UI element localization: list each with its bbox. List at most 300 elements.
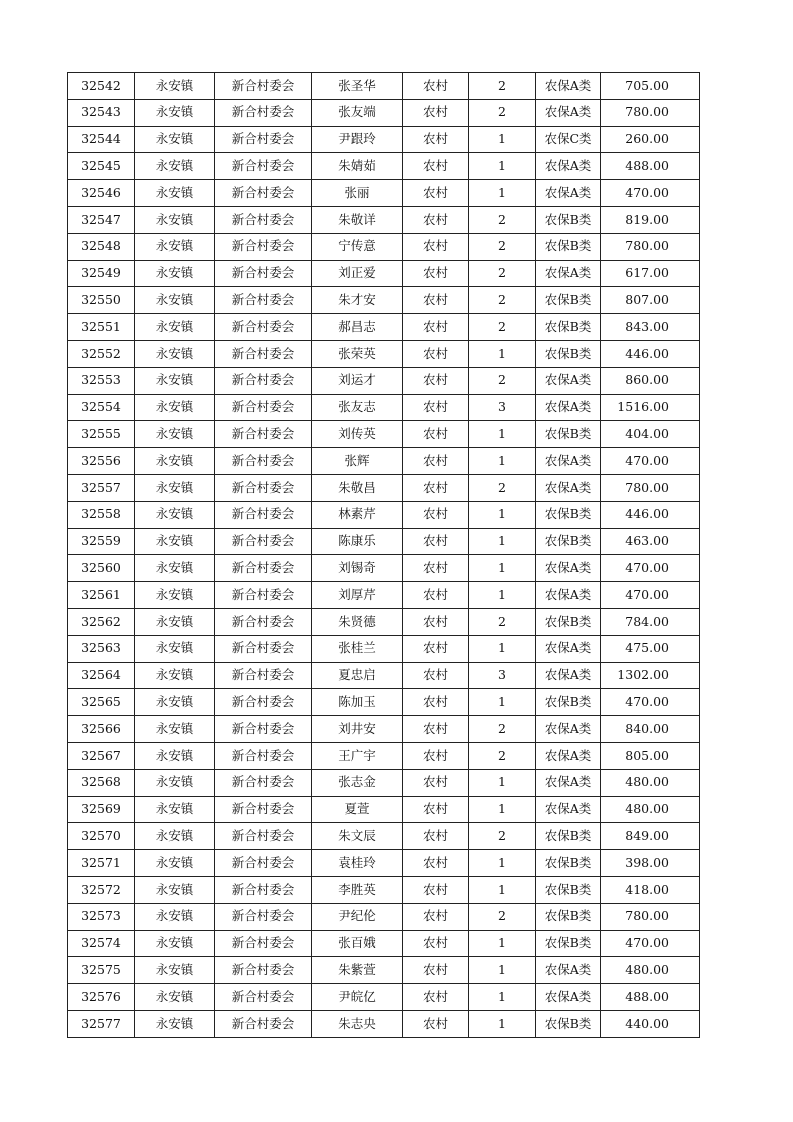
table-row — [68, 153, 700, 180]
amount-cell: 849.00 — [601, 823, 700, 850]
amount-cell: 784.00 — [601, 608, 700, 635]
area-type-cell: 农村 — [403, 99, 469, 126]
village-committee-cell: 新合村委会 — [215, 635, 312, 662]
amount-cell: 480.00 — [601, 796, 700, 823]
table-row — [68, 930, 700, 957]
name-cell: 张荣英 — [312, 340, 403, 367]
town-cell: 永安镇 — [135, 528, 215, 555]
table-row — [68, 608, 700, 635]
household-count-cell: 1 — [469, 769, 536, 796]
insurance-class-cell: 农保A类 — [536, 796, 601, 823]
table-row — [68, 635, 700, 662]
table-row — [68, 180, 700, 207]
record-id-cell: 32550 — [68, 287, 135, 314]
household-count-cell: 1 — [469, 582, 536, 609]
insurance-class-cell: 农保B类 — [536, 501, 601, 528]
household-count-cell: 3 — [469, 662, 536, 689]
town-cell: 永安镇 — [135, 287, 215, 314]
insurance-class-cell: 农保A类 — [536, 153, 601, 180]
record-id-cell: 32551 — [68, 314, 135, 341]
household-count-cell: 2 — [469, 823, 536, 850]
village-committee-cell: 新合村委会 — [215, 608, 312, 635]
table-row — [68, 206, 700, 233]
village-committee-cell: 新合村委会 — [215, 876, 312, 903]
area-type-cell: 农村 — [403, 340, 469, 367]
village-committee-cell: 新合村委会 — [215, 448, 312, 475]
table-row — [68, 662, 700, 689]
insurance-class-cell: 农保A类 — [536, 180, 601, 207]
record-id-cell: 32577 — [68, 1010, 135, 1037]
name-cell: 陈康乐 — [312, 528, 403, 555]
table-row — [68, 1010, 700, 1037]
table-row — [68, 287, 700, 314]
area-type-cell: 农村 — [403, 850, 469, 877]
insurance-class-cell: 农保B类 — [536, 903, 601, 930]
village-committee-cell: 新合村委会 — [215, 126, 312, 153]
village-committee-cell: 新合村委会 — [215, 742, 312, 769]
table-row — [68, 582, 700, 609]
village-committee-cell: 新合村委会 — [215, 314, 312, 341]
town-cell: 永安镇 — [135, 260, 215, 287]
household-count-cell: 1 — [469, 850, 536, 877]
household-count-cell: 2 — [469, 608, 536, 635]
record-id-cell: 32544 — [68, 126, 135, 153]
area-type-cell: 农村 — [403, 73, 469, 100]
area-type-cell: 农村 — [403, 394, 469, 421]
village-committee-cell: 新合村委会 — [215, 287, 312, 314]
amount-cell: 440.00 — [601, 1010, 700, 1037]
town-cell: 永安镇 — [135, 957, 215, 984]
name-cell: 郝昌志 — [312, 314, 403, 341]
record-id-cell: 32555 — [68, 421, 135, 448]
amount-cell: 470.00 — [601, 582, 700, 609]
household-count-cell: 1 — [469, 796, 536, 823]
village-committee-cell: 新合村委会 — [215, 582, 312, 609]
household-count-cell: 2 — [469, 73, 536, 100]
name-cell: 李胜英 — [312, 876, 403, 903]
name-cell: 张丽 — [312, 180, 403, 207]
insurance-class-cell: 农保C类 — [536, 126, 601, 153]
area-type-cell: 农村 — [403, 448, 469, 475]
name-cell: 陈加玉 — [312, 689, 403, 716]
name-cell: 张桂兰 — [312, 635, 403, 662]
town-cell: 永安镇 — [135, 850, 215, 877]
insurance-class-cell: 农保B类 — [536, 287, 601, 314]
household-count-cell: 1 — [469, 1010, 536, 1037]
household-count-cell: 2 — [469, 206, 536, 233]
record-id-cell: 32569 — [68, 796, 135, 823]
area-type-cell: 农村 — [403, 314, 469, 341]
town-cell: 永安镇 — [135, 153, 215, 180]
table-row — [68, 314, 700, 341]
household-count-cell: 2 — [469, 287, 536, 314]
household-count-cell: 2 — [469, 742, 536, 769]
table-row — [68, 823, 700, 850]
record-id-cell: 32572 — [68, 876, 135, 903]
town-cell: 永安镇 — [135, 206, 215, 233]
insurance-class-cell: 农保B类 — [536, 421, 601, 448]
town-cell: 永安镇 — [135, 367, 215, 394]
area-type-cell: 农村 — [403, 957, 469, 984]
village-committee-cell: 新合村委会 — [215, 474, 312, 501]
amount-cell: 480.00 — [601, 769, 700, 796]
insurance-class-cell: 农保A类 — [536, 367, 601, 394]
name-cell: 宁传意 — [312, 233, 403, 260]
town-cell: 永安镇 — [135, 394, 215, 421]
household-count-cell: 1 — [469, 555, 536, 582]
record-id-cell: 32552 — [68, 340, 135, 367]
village-committee-cell: 新合村委会 — [215, 689, 312, 716]
name-cell: 夏萱 — [312, 796, 403, 823]
insurance-class-cell: 农保A类 — [536, 984, 601, 1011]
town-cell: 永安镇 — [135, 474, 215, 501]
village-committee-cell: 新合村委会 — [215, 73, 312, 100]
village-committee-cell: 新合村委会 — [215, 206, 312, 233]
record-id-cell: 32559 — [68, 528, 135, 555]
insurance-class-cell: 农保B类 — [536, 340, 601, 367]
area-type-cell: 农村 — [403, 206, 469, 233]
town-cell: 永安镇 — [135, 582, 215, 609]
name-cell: 朱志央 — [312, 1010, 403, 1037]
household-count-cell: 1 — [469, 153, 536, 180]
village-committee-cell: 新合村委会 — [215, 367, 312, 394]
household-count-cell: 1 — [469, 930, 536, 957]
table-row — [68, 260, 700, 287]
household-count-cell: 1 — [469, 180, 536, 207]
town-cell: 永安镇 — [135, 555, 215, 582]
area-type-cell: 农村 — [403, 689, 469, 716]
record-id-cell: 32564 — [68, 662, 135, 689]
table-row — [68, 448, 700, 475]
table-row — [68, 555, 700, 582]
name-cell: 朱敬昌 — [312, 474, 403, 501]
record-id-cell: 32573 — [68, 903, 135, 930]
town-cell: 永安镇 — [135, 1010, 215, 1037]
table-row — [68, 394, 700, 421]
household-count-cell: 1 — [469, 635, 536, 662]
town-cell: 永安镇 — [135, 448, 215, 475]
record-id-cell: 32543 — [68, 99, 135, 126]
village-committee-cell: 新合村委会 — [215, 957, 312, 984]
table-row — [68, 984, 700, 1011]
area-type-cell: 农村 — [403, 528, 469, 555]
record-id-cell: 32546 — [68, 180, 135, 207]
table-row — [68, 421, 700, 448]
town-cell: 永安镇 — [135, 796, 215, 823]
area-type-cell: 农村 — [403, 635, 469, 662]
record-id-cell: 32565 — [68, 689, 135, 716]
record-id-cell: 32556 — [68, 448, 135, 475]
amount-cell: 480.00 — [601, 957, 700, 984]
household-count-cell: 1 — [469, 984, 536, 1011]
record-id-cell: 32542 — [68, 73, 135, 100]
insurance-class-cell: 农保B类 — [536, 314, 601, 341]
town-cell: 永安镇 — [135, 421, 215, 448]
household-count-cell: 2 — [469, 474, 536, 501]
table-row — [68, 99, 700, 126]
village-committee-cell: 新合村委会 — [215, 716, 312, 743]
insurance-class-cell: 农保A类 — [536, 742, 601, 769]
amount-cell: 1302.00 — [601, 662, 700, 689]
table-row — [68, 528, 700, 555]
name-cell: 袁桂玲 — [312, 850, 403, 877]
area-type-cell: 农村 — [403, 153, 469, 180]
amount-cell: 463.00 — [601, 528, 700, 555]
name-cell: 张友志 — [312, 394, 403, 421]
name-cell: 尹皖亿 — [312, 984, 403, 1011]
area-type-cell: 农村 — [403, 501, 469, 528]
household-count-cell: 2 — [469, 903, 536, 930]
insurance-class-cell: 农保B类 — [536, 823, 601, 850]
insurance-class-cell: 农保A类 — [536, 769, 601, 796]
insurance-class-cell: 农保B类 — [536, 608, 601, 635]
area-type-cell: 农村 — [403, 233, 469, 260]
village-committee-cell: 新合村委会 — [215, 180, 312, 207]
village-committee-cell: 新合村委会 — [215, 796, 312, 823]
table-row — [68, 850, 700, 877]
household-count-cell: 1 — [469, 528, 536, 555]
area-type-cell: 农村 — [403, 287, 469, 314]
table-row — [68, 957, 700, 984]
table-row — [68, 903, 700, 930]
table-row — [68, 501, 700, 528]
name-cell: 朱紫萱 — [312, 957, 403, 984]
record-id-cell: 32576 — [68, 984, 135, 1011]
name-cell: 刘运才 — [312, 367, 403, 394]
record-id-cell: 32560 — [68, 555, 135, 582]
name-cell: 刘正爱 — [312, 260, 403, 287]
household-count-cell: 2 — [469, 716, 536, 743]
amount-cell: 398.00 — [601, 850, 700, 877]
area-type-cell: 农村 — [403, 1010, 469, 1037]
area-type-cell: 农村 — [403, 903, 469, 930]
village-committee-cell: 新合村委会 — [215, 850, 312, 877]
town-cell: 永安镇 — [135, 501, 215, 528]
town-cell: 永安镇 — [135, 608, 215, 635]
table-row — [68, 876, 700, 903]
insurance-class-cell: 农保A类 — [536, 394, 601, 421]
household-count-cell: 1 — [469, 126, 536, 153]
table-row — [68, 233, 700, 260]
town-cell: 永安镇 — [135, 689, 215, 716]
record-id-cell: 32568 — [68, 769, 135, 796]
name-cell: 刘井安 — [312, 716, 403, 743]
insurance-class-cell: 农保A类 — [536, 555, 601, 582]
area-type-cell: 农村 — [403, 582, 469, 609]
village-committee-cell: 新合村委会 — [215, 501, 312, 528]
village-committee-cell: 新合村委会 — [215, 153, 312, 180]
amount-cell: 843.00 — [601, 314, 700, 341]
insurance-class-cell: 农保B类 — [536, 233, 601, 260]
amount-cell: 705.00 — [601, 73, 700, 100]
village-committee-cell: 新合村委会 — [215, 233, 312, 260]
area-type-cell: 农村 — [403, 367, 469, 394]
amount-cell: 404.00 — [601, 421, 700, 448]
town-cell: 永安镇 — [135, 769, 215, 796]
record-id-cell: 32558 — [68, 501, 135, 528]
insurance-class-cell: 农保A类 — [536, 957, 601, 984]
area-type-cell: 农村 — [403, 823, 469, 850]
area-type-cell: 农村 — [403, 796, 469, 823]
record-id-cell: 32547 — [68, 206, 135, 233]
name-cell: 刘传英 — [312, 421, 403, 448]
town-cell: 永安镇 — [135, 716, 215, 743]
amount-cell: 1516.00 — [601, 394, 700, 421]
name-cell: 尹跟玲 — [312, 126, 403, 153]
name-cell: 张友端 — [312, 99, 403, 126]
record-id-cell: 32570 — [68, 823, 135, 850]
amount-cell: 807.00 — [601, 287, 700, 314]
household-count-cell: 2 — [469, 233, 536, 260]
town-cell: 永安镇 — [135, 984, 215, 1011]
amount-cell: 780.00 — [601, 474, 700, 501]
name-cell: 林素芹 — [312, 501, 403, 528]
table-row — [68, 73, 700, 100]
village-committee-cell: 新合村委会 — [215, 421, 312, 448]
name-cell: 朱贤德 — [312, 608, 403, 635]
amount-cell: 819.00 — [601, 206, 700, 233]
name-cell: 王广宇 — [312, 742, 403, 769]
table-body — [68, 73, 700, 1038]
household-count-cell: 1 — [469, 340, 536, 367]
insurance-class-cell: 农保A类 — [536, 635, 601, 662]
village-committee-cell: 新合村委会 — [215, 823, 312, 850]
name-cell: 朱婧茹 — [312, 153, 403, 180]
household-count-cell: 2 — [469, 99, 536, 126]
village-committee-cell: 新合村委会 — [215, 555, 312, 582]
insurance-class-cell: 农保B类 — [536, 206, 601, 233]
name-cell: 张圣华 — [312, 73, 403, 100]
name-cell: 张辉 — [312, 448, 403, 475]
table-row — [68, 689, 700, 716]
town-cell: 永安镇 — [135, 99, 215, 126]
household-count-cell: 3 — [469, 394, 536, 421]
insurance-class-cell: 农保A类 — [536, 662, 601, 689]
table-row — [68, 796, 700, 823]
household-count-cell: 1 — [469, 876, 536, 903]
record-id-cell: 32553 — [68, 367, 135, 394]
town-cell: 永安镇 — [135, 662, 215, 689]
record-id-cell: 32548 — [68, 233, 135, 260]
record-id-cell: 32575 — [68, 957, 135, 984]
village-committee-cell: 新合村委会 — [215, 99, 312, 126]
village-committee-cell: 新合村委会 — [215, 984, 312, 1011]
insurance-class-cell: 农保B类 — [536, 850, 601, 877]
town-cell: 永安镇 — [135, 233, 215, 260]
amount-cell: 805.00 — [601, 742, 700, 769]
insurance-class-cell: 农保B类 — [536, 1010, 601, 1037]
town-cell: 永安镇 — [135, 314, 215, 341]
area-type-cell: 农村 — [403, 126, 469, 153]
area-type-cell: 农村 — [403, 180, 469, 207]
area-type-cell: 农村 — [403, 474, 469, 501]
record-id-cell: 32561 — [68, 582, 135, 609]
records-table — [67, 72, 700, 1038]
amount-cell: 617.00 — [601, 260, 700, 287]
village-committee-cell: 新合村委会 — [215, 930, 312, 957]
name-cell: 朱才安 — [312, 287, 403, 314]
record-id-cell: 32549 — [68, 260, 135, 287]
insurance-class-cell: 农保B类 — [536, 930, 601, 957]
village-committee-cell: 新合村委会 — [215, 1010, 312, 1037]
amount-cell: 470.00 — [601, 689, 700, 716]
amount-cell: 488.00 — [601, 984, 700, 1011]
table-row — [68, 340, 700, 367]
town-cell: 永安镇 — [135, 823, 215, 850]
household-count-cell: 1 — [469, 501, 536, 528]
amount-cell: 780.00 — [601, 233, 700, 260]
town-cell: 永安镇 — [135, 742, 215, 769]
amount-cell: 840.00 — [601, 716, 700, 743]
amount-cell: 470.00 — [601, 930, 700, 957]
record-id-cell: 32554 — [68, 394, 135, 421]
name-cell: 尹纪伦 — [312, 903, 403, 930]
name-cell: 张百娥 — [312, 930, 403, 957]
record-id-cell: 32574 — [68, 930, 135, 957]
insurance-class-cell: 农保B类 — [536, 876, 601, 903]
amount-cell: 260.00 — [601, 126, 700, 153]
insurance-class-cell: 农保B类 — [536, 528, 601, 555]
amount-cell: 418.00 — [601, 876, 700, 903]
amount-cell: 446.00 — [601, 340, 700, 367]
insurance-class-cell: 农保A类 — [536, 716, 601, 743]
town-cell: 永安镇 — [135, 73, 215, 100]
insurance-class-cell: 农保A类 — [536, 582, 601, 609]
name-cell: 刘锡奇 — [312, 555, 403, 582]
table-row — [68, 367, 700, 394]
area-type-cell: 农村 — [403, 742, 469, 769]
household-count-cell: 2 — [469, 260, 536, 287]
name-cell: 夏忠启 — [312, 662, 403, 689]
area-type-cell: 农村 — [403, 608, 469, 635]
name-cell: 朱敬详 — [312, 206, 403, 233]
town-cell: 永安镇 — [135, 180, 215, 207]
amount-cell: 446.00 — [601, 501, 700, 528]
amount-cell: 470.00 — [601, 555, 700, 582]
record-id-cell: 32566 — [68, 716, 135, 743]
name-cell: 朱文辰 — [312, 823, 403, 850]
village-committee-cell: 新合村委会 — [215, 340, 312, 367]
household-count-cell: 1 — [469, 957, 536, 984]
village-committee-cell: 新合村委会 — [215, 260, 312, 287]
village-committee-cell: 新合村委会 — [215, 394, 312, 421]
record-id-cell: 32563 — [68, 635, 135, 662]
amount-cell: 860.00 — [601, 367, 700, 394]
area-type-cell: 农村 — [403, 984, 469, 1011]
amount-cell: 470.00 — [601, 180, 700, 207]
insurance-class-cell: 农保A类 — [536, 260, 601, 287]
insurance-class-cell: 农保A类 — [536, 448, 601, 475]
household-count-cell: 1 — [469, 689, 536, 716]
amount-cell: 475.00 — [601, 635, 700, 662]
household-count-cell: 1 — [469, 448, 536, 475]
village-committee-cell: 新合村委会 — [215, 662, 312, 689]
insurance-class-cell: 农保A类 — [536, 99, 601, 126]
household-count-cell: 2 — [469, 367, 536, 394]
insurance-class-cell: 农保B类 — [536, 689, 601, 716]
household-count-cell: 1 — [469, 421, 536, 448]
area-type-cell: 农村 — [403, 260, 469, 287]
village-committee-cell: 新合村委会 — [215, 769, 312, 796]
household-count-cell: 2 — [469, 314, 536, 341]
area-type-cell: 农村 — [403, 555, 469, 582]
area-type-cell: 农村 — [403, 930, 469, 957]
area-type-cell: 农村 — [403, 716, 469, 743]
town-cell: 永安镇 — [135, 635, 215, 662]
insurance-class-cell: 农保A类 — [536, 474, 601, 501]
area-type-cell: 农村 — [403, 769, 469, 796]
amount-cell: 488.00 — [601, 153, 700, 180]
